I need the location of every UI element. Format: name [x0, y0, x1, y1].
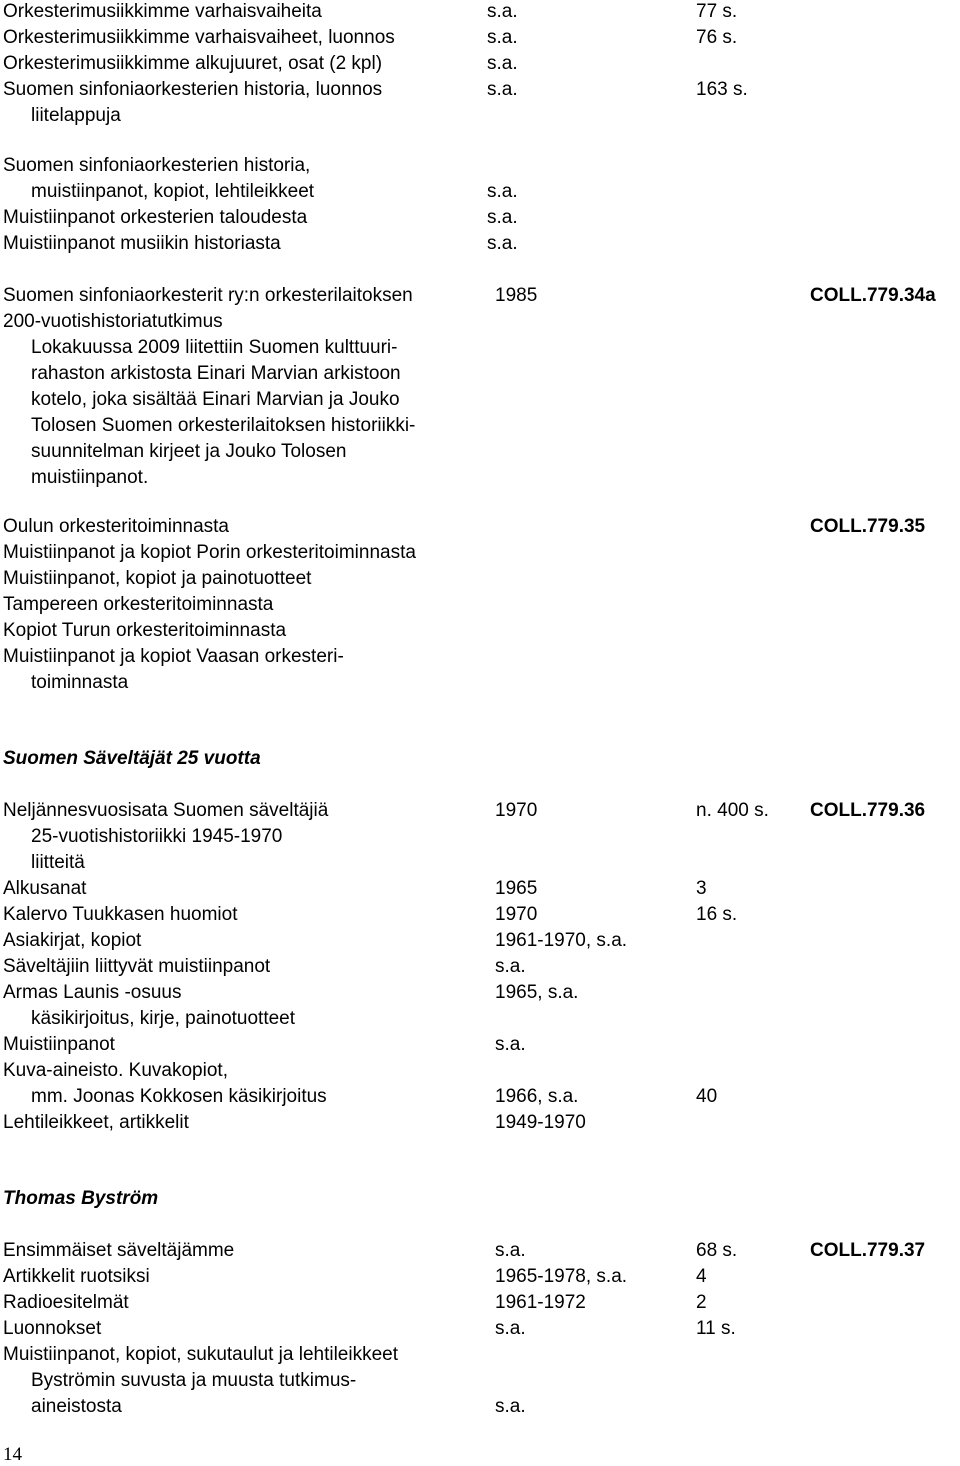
catalog-text: kotelo, joka sisältää Einari Marvian ja Jouko: [31, 389, 400, 410]
catalog-text: s.a.: [495, 956, 526, 977]
catalog-text: Tolosen Suomen orkesterilaitoksen historiikki-: [31, 415, 416, 436]
catalog-text: aineistosta: [31, 1396, 122, 1417]
collection-code: COLL.779.35: [810, 516, 926, 537]
catalog-text: Alkusanat: [3, 878, 87, 899]
section-heading: Thomas Byström: [3, 1188, 159, 1209]
catalog-text: Säveltäjiin liittyvät muistiinpanot: [3, 956, 271, 977]
catalog-text: s.a.: [487, 27, 518, 48]
catalog-text: 40: [696, 1086, 718, 1107]
catalog-text: s.a.: [487, 233, 518, 254]
catalog-text: 68 s.: [696, 1240, 738, 1261]
catalog-text: 16 s.: [696, 904, 738, 925]
catalog-text: muistiinpanot.: [31, 467, 149, 488]
catalog-text: 2: [696, 1292, 707, 1313]
catalog-text: liitteitä: [31, 852, 85, 873]
catalog-text: 1970: [495, 904, 538, 925]
catalog-text: 1970: [495, 800, 538, 821]
catalog-text: Luonnokset: [3, 1318, 102, 1339]
catalog-text: muistiinpanot, kopiot, lehtileikkeet: [31, 181, 315, 202]
catalog-text: Muistiinpanot, kopiot, sukutaulut ja lehtileikkeet: [3, 1344, 399, 1365]
catalog-text: 11 s.: [696, 1318, 736, 1339]
catalog-text: 1961-1972: [495, 1292, 586, 1313]
catalog-text: 1965-1978, s.a.: [495, 1266, 628, 1287]
catalog-text: 25-vuotishistoriikki 1945-1970: [31, 826, 283, 847]
catalog-text: Muistiinpanot orkesterien taloudesta: [3, 207, 308, 228]
catalog-text: Orkesterimusiikkimme varhaisvaiheet, luonnos: [3, 27, 395, 48]
catalog-text: Tampereen orkesteritoiminnasta: [3, 594, 274, 615]
catalog-text: s.a.: [495, 1318, 526, 1339]
catalog-text: Kuva-aineisto. Kuvakopiot,: [3, 1060, 228, 1081]
catalog-text: 1961-1970, s.a.: [495, 930, 628, 951]
catalog-text: Ensimmäiset säveltäjämme: [3, 1240, 235, 1261]
catalog-text: 1965: [495, 878, 538, 899]
collection-code: COLL.779.37: [810, 1240, 926, 1261]
catalog-text: Muistiinpanot ja kopiot Porin orkesteritoiminnasta: [3, 542, 416, 563]
catalog-text: Suomen sinfoniaorkesterit ry:n orkesterilaitoksen: [3, 285, 413, 306]
catalog-text: Lokakuussa 2009 liitettiin Suomen kulttuuri-: [31, 337, 398, 358]
catalog-text: Neljännesvuosisata Suomen säveltäjiä: [3, 800, 329, 821]
page-number: 14: [3, 1444, 22, 1465]
catalog-text: suunnitelman kirjeet ja Jouko Tolosen: [31, 441, 347, 462]
catalog-text: 4: [696, 1266, 707, 1287]
catalog-text: mm. Joonas Kokkosen käsikirjoitus: [31, 1086, 327, 1107]
catalog-text: Armas Launis -osuus: [3, 982, 182, 1003]
collection-code: COLL.779.36: [810, 800, 926, 821]
catalog-text: Byströmin suvusta ja muusta tutkimus-: [31, 1370, 357, 1391]
catalog-text: Asiakirjat, kopiot: [3, 930, 142, 951]
catalog-text: toiminnasta: [31, 672, 129, 693]
catalog-text: s.a.: [495, 1396, 526, 1417]
collection-code: COLL.779.34a: [810, 285, 936, 306]
catalog-text: Suomen sinfoniaorkesterien historia, luonnos: [3, 79, 383, 100]
catalog-text: liitelappuja: [31, 105, 121, 126]
catalog-text: Lehtileikkeet, artikkelit: [3, 1112, 189, 1133]
catalog-text: 1949-1970: [495, 1112, 586, 1133]
catalog-text: s.a.: [487, 1, 518, 22]
catalog-text: s.a.: [495, 1240, 526, 1261]
catalog-text: s.a.: [487, 53, 518, 74]
catalog-text: 3: [696, 878, 707, 899]
catalog-text: Orkesterimusiikkimme alkujuuret, osat (2 kpl): [3, 53, 383, 74]
catalog-text: Muistiinpanot ja kopiot Vaasan orkesteri-: [3, 646, 344, 667]
catalog-text: Muistiinpanot, kopiot ja painotuotteet: [3, 568, 312, 589]
catalog-text: käsikirjoitus, kirje, painotuotteet: [31, 1008, 296, 1029]
catalog-text: 77 s.: [696, 1, 738, 22]
catalog-text: Muistiinpanot: [3, 1034, 115, 1055]
catalog-text: s.a.: [495, 1034, 526, 1055]
catalog-text: 1965, s.a.: [495, 982, 579, 1003]
catalog-text: s.a.: [487, 79, 518, 100]
catalog-text: Radioesitelmät: [3, 1292, 129, 1313]
catalog-text: 200-vuotishistoriatutkimus: [3, 311, 223, 332]
catalog-text: Oulun orkesteritoiminnasta: [3, 516, 229, 537]
catalog-text: Orkesterimusiikkimme varhaisvaiheita: [3, 1, 322, 22]
catalog-text: Suomen sinfoniaorkesterien historia,: [3, 155, 311, 176]
section-heading: Suomen Säveltäjät 25 vuotta: [3, 748, 261, 769]
catalog-text: 1985: [495, 285, 538, 306]
catalog-text: Kopiot Turun orkesteritoiminnasta: [3, 620, 287, 641]
catalog-text: 1966, s.a.: [495, 1086, 579, 1107]
catalog-text: rahaston arkistosta Einari Marvian arkistoon: [31, 363, 401, 384]
catalog-text: Muistiinpanot musiikin historiasta: [3, 233, 281, 254]
catalog-text: n. 400 s.: [696, 800, 769, 821]
catalog-text: 163 s.: [696, 79, 748, 100]
catalog-text: 76 s.: [696, 27, 738, 48]
catalog-text: Artikkelit ruotsiksi: [3, 1266, 150, 1287]
catalog-text: s.a.: [487, 207, 518, 228]
catalog-text: Kalervo Tuukkasen huomiot: [3, 904, 238, 925]
catalog-text: s.a.: [487, 181, 518, 202]
